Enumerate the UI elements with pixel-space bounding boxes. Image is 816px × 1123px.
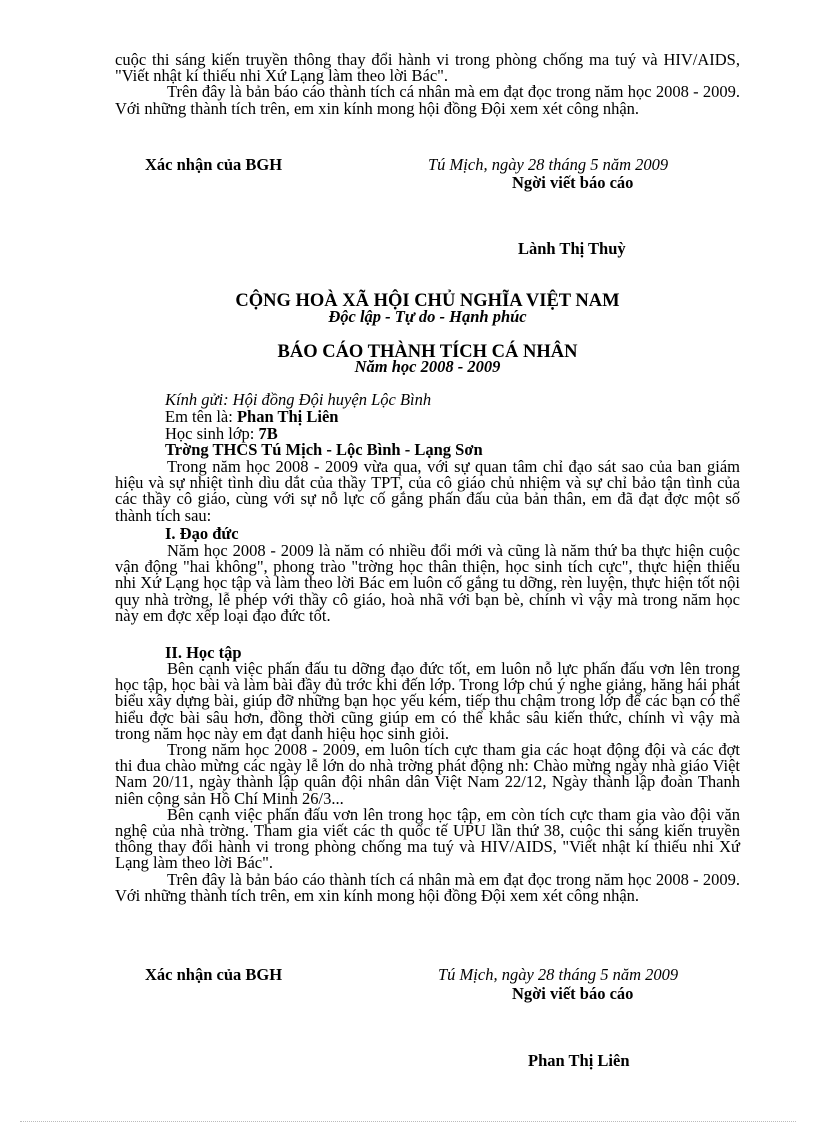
section-1-paragraph: Năm học 2008 - 2009 là năm có nhiều đổi mới và cũng là năm thứ ba thực hiện cuộc vận động "hai không", phong trào "trờng học thân thiện, học sinh tích cực", thực hiện thiếu nhi Xứ Lạng học tập và làm theo lời Bác em luôn cố gắng tu dỡng, rèn luyện, thực hiện tốt nội quy nhà trờng, lễ phép với thầy cô giáo, hoà nhã với bạn bè, chính vì vậy mà trong năm học này em đợc xếp loại đạo đức tốt. bbox=[115, 541, 740, 625]
section-1-block bbox=[115, 543, 740, 624]
section-2-paragraph-4: Trên đây là bản báo cáo thành tích cá nhân mà em đạt đọc trong năm học 2008 - 2009. Với những thành tích trên, em xin kính mong hội đồng Đội xem xét công nhận. bbox=[115, 869, 740, 905]
section-2-number: II bbox=[165, 643, 178, 662]
top-signer-name: Lành Thị Thuỳ bbox=[518, 239, 626, 258]
bottom-signer-name: Phan Thị Liên bbox=[528, 1051, 630, 1070]
section-1-heading bbox=[165, 526, 239, 542]
section-2-paragraph-1: Bên cạnh việc phấn đấu tu dỡng đạo đức tốt, em luôn nỗ lực phấn đấu vơn lên trong học tập, học bài và làm bài đầy đủ trớc khi đến lớp. Trong lớp chú ý nghe giảng, hăng hái phát biểu xây dựng bài, giúp đỡ những bạn học yếu kém, tiếp thu chậm trong lớp để các bạn có thể hiểu đợc bài sâu hơn, đồng thời cũng giúp em có thể khắc sâu kiến thức, chính vì vậy mà trong năm học này em đạt danh hiệu học sinh giỏi. bbox=[115, 659, 740, 743]
section-1-number: I bbox=[165, 524, 172, 543]
top-date: Tú Mịch, ngày 28 tháng 5 năm 2009 bbox=[428, 155, 669, 174]
name-line bbox=[165, 409, 338, 425]
school-year: Năm học 2008 - 2009 bbox=[354, 357, 501, 376]
bottom-writer-label: Ngời viết báo cáo bbox=[512, 984, 634, 1003]
section-2-title: . Học tập bbox=[177, 643, 242, 662]
intro-block bbox=[115, 459, 740, 524]
page-bottom-divider bbox=[20, 1121, 796, 1122]
report-title: BÁO CÁO THÀNH TÍCH CÁ NHÂN bbox=[277, 342, 578, 362]
section-2-paragraph-2: Trong năm học 2008 - 2009, em luôn tích cực tham gia các hoạt động đội và các đợt thi đua chào mừng các ngày lễ lớn do nhà trờng phát động nh: Chào mừng ngày nhà giáo Việt Nam 20/11, ngày thành lập quân đội nhân dân Việt Nam 22/12, Ngày thành lập đoàn Thanh niên cộng sản Hồ Chí Minh 26/3... bbox=[115, 740, 740, 808]
recipient: : Hội đồng Đội huyện Lộc Bình bbox=[223, 390, 432, 409]
recipient-line bbox=[165, 392, 431, 408]
student-name: Phan Thị Liên bbox=[236, 407, 339, 426]
section-2-paragraph-3: Bên cạnh việc phấn đấu vơn lên trong học tập, em còn tích cực tham gia vào đội văn nghệ của nhà trờng. Tham gia viết các th quốc tế UPU lần thứ 38, cuộc thi sáng kiến truyền thông thay đổi hành vi trong phòng chống ma tuý và HIV/AIDS, "Viết nhật kí thiếu nhi Xứ Lạng làm theo lời Bác". bbox=[115, 804, 740, 873]
motto: Độc lập - Tự do - Hạnh phúc bbox=[328, 307, 527, 326]
bottom-date: Tú Mịch, ngày 28 tháng 5 năm 2009 bbox=[438, 965, 679, 984]
section-1-title: . Đạo đức bbox=[171, 524, 239, 543]
name-label: Em tên là: bbox=[165, 407, 237, 426]
nation-heading: CỘNG HOÀ XÃ HỘI CHỦ NGHĨA VIỆT NAM bbox=[235, 291, 620, 311]
bottom-confirm-label: Xác nhận của BGH bbox=[145, 965, 283, 984]
section-2-block bbox=[115, 661, 740, 904]
student-class: 7B bbox=[258, 424, 278, 443]
top-paragraph-2: Trên đây là bản báo cáo thành tích cá nhân mà em đạt đọc trong năm học 2008 - 2009. Với những thành tích trên, em xin kính mong hội đồng Đội xem xét công nhận. bbox=[115, 82, 740, 118]
school-line: Trờng THCS Tú Mịch - Lộc Bình - Lạng Sơn bbox=[165, 440, 483, 459]
class-label: Học sinh lớp: bbox=[165, 424, 259, 443]
intro-paragraph: Trong năm học 2008 - 2009 vừa qua, với sự quan tâm chỉ đạo sát sao của ban giám hiệu và sự nhiệt tình dìu dắt của thầy TPT, của cô giáo chủ nhiệm và sự chỉ bảo tận tình của các thầy cô giáo, cùng với sự nỗ lực cố gắng phấn đấu của bản thân, em đã đạt đợc một số thành tích sau: bbox=[115, 457, 740, 525]
recipient-label: Kính gửi bbox=[165, 390, 224, 409]
top-confirm-label: Xác nhận của BGH bbox=[145, 155, 283, 174]
top-text-block bbox=[115, 52, 740, 117]
top-writer-label: Ngời viết báo cáo bbox=[512, 173, 634, 192]
top-paragraph-1: cuộc thi sáng kiến truyền thông thay đổi hành vi trong phòng chống ma tuý và HIV/AIDS, "Viết nhật kí thiếu nhi Xứ Lạng làm theo lời Bác". bbox=[115, 50, 740, 86]
